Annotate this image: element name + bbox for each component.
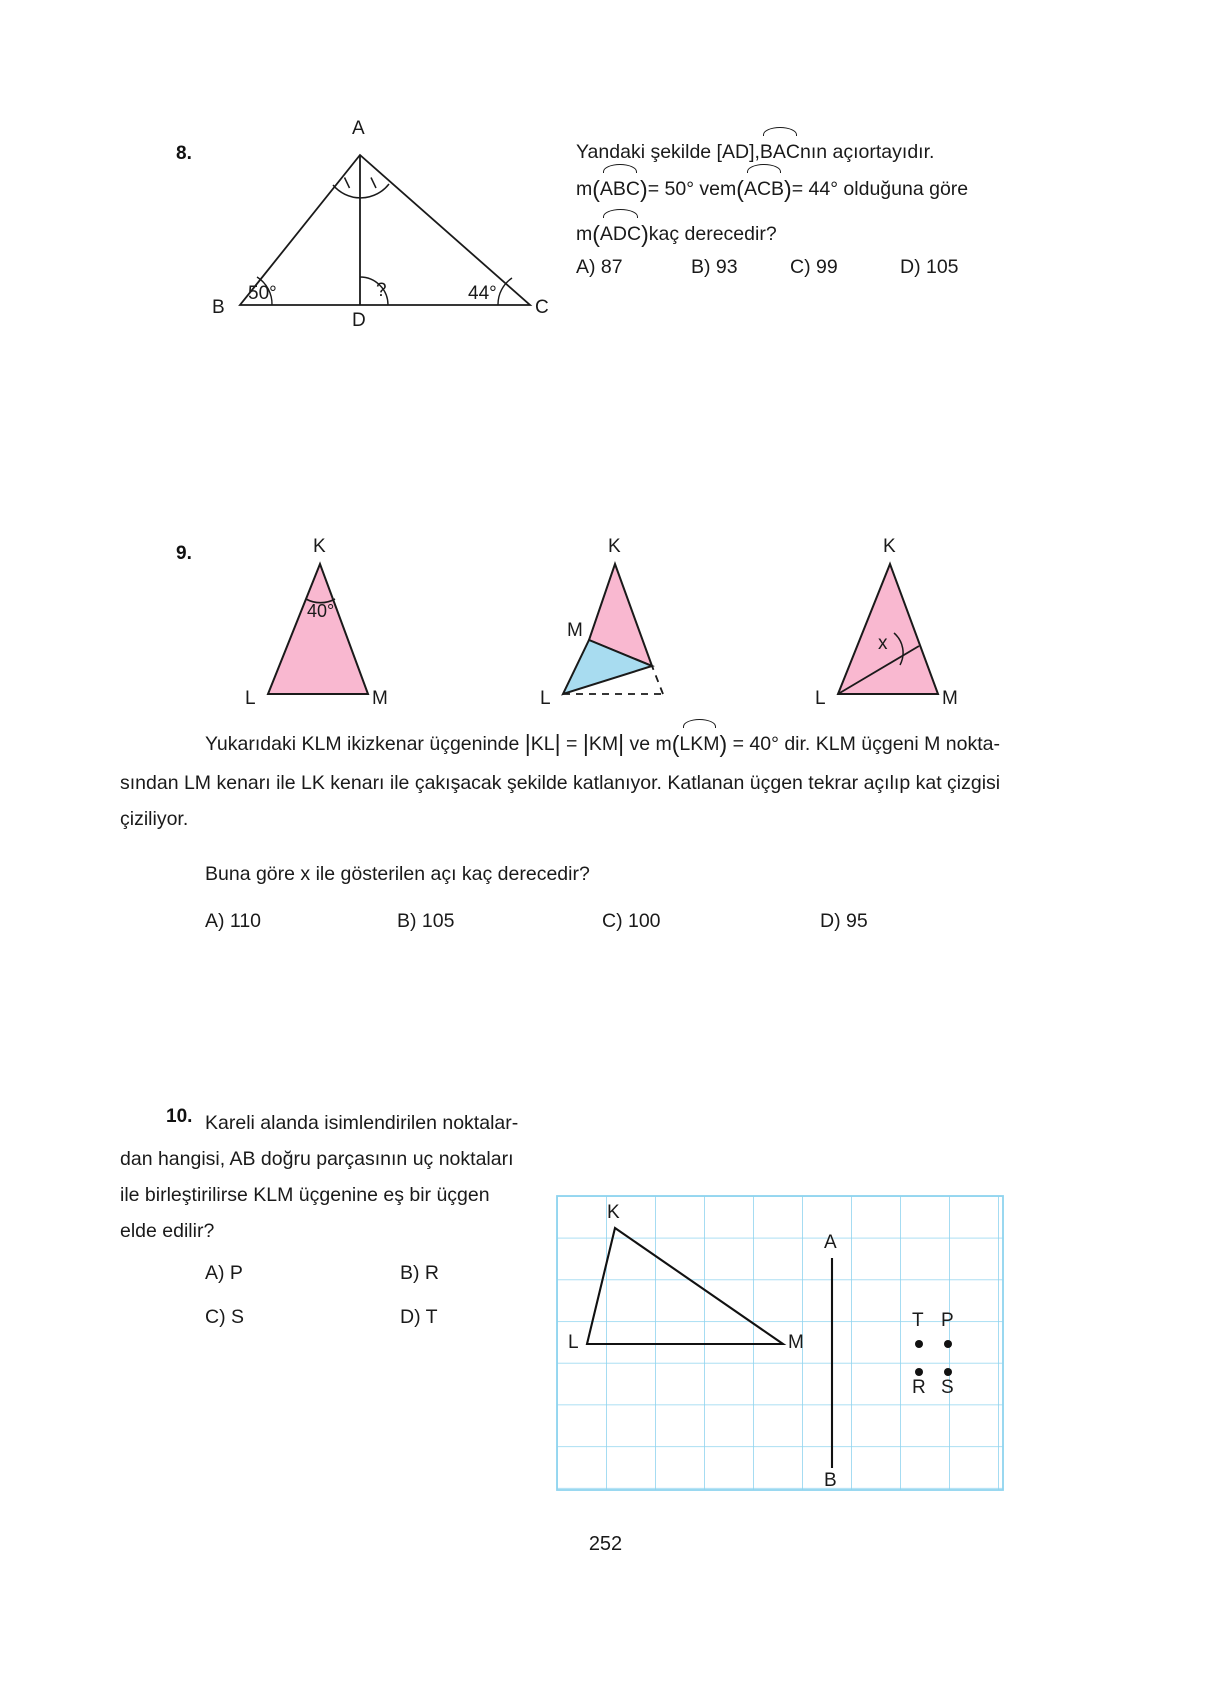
question-10-text-line-1: Kareli alanda isimlendirilen noktalar-	[205, 1112, 519, 1134]
q8-question-tail: kaç derecedir?	[648, 223, 777, 245]
label-A: A	[352, 118, 365, 139]
q9-option-d[interactable]: D) 95	[820, 910, 868, 932]
q8-option-a[interactable]: A) 87	[576, 256, 623, 278]
grid-label-A: A	[824, 1232, 837, 1253]
fig3-label-K: K	[883, 536, 896, 557]
q8-text-pre: Yandaki şekilde [AD],	[576, 141, 760, 163]
question-10-grid-figure	[557, 1196, 1003, 1490]
q9-option-a[interactable]: A) 110	[205, 910, 262, 932]
label-B: B	[212, 297, 225, 318]
question-9-number: 9.	[176, 543, 192, 564]
fig3-label-M: M	[942, 688, 958, 709]
fig2-label-L: L	[540, 688, 551, 709]
fig3-label-L: L	[815, 688, 826, 709]
question-8-line-1	[576, 141, 934, 164]
page-number: 252	[588, 1533, 623, 1555]
q9-para-ve: ve m	[629, 733, 672, 755]
m-func-1: m	[576, 178, 593, 200]
q8-option-b[interactable]: B) 93	[691, 256, 738, 278]
q10-option-c[interactable]: C) S	[205, 1306, 244, 1328]
angle-D-unknown-label: ?	[376, 280, 387, 301]
label-D: D	[352, 310, 366, 331]
fig2-label-K: K	[608, 536, 621, 557]
question-8-line-3: m ( ADC ) kaç derecedir?	[576, 223, 777, 246]
grid-label-L: L	[568, 1332, 579, 1353]
label-C: C	[535, 297, 549, 318]
angle-B-label: 50°	[248, 283, 277, 304]
angle-BAC: BAC	[760, 141, 800, 164]
fig3-angle-x: x	[878, 633, 888, 654]
question-9-figure-2	[540, 536, 685, 709]
grid-label-P: P	[941, 1310, 954, 1331]
question-9-figure-3	[815, 536, 960, 709]
grid-label-M: M	[788, 1332, 804, 1353]
q8-eq-1: = 50° ve	[647, 178, 721, 200]
question-10-number: 10.	[166, 1106, 193, 1127]
fig2-label-M: M	[567, 620, 583, 641]
q9-para-a: Yukarıdaki KLM ikizkenar üçgeninde	[205, 733, 520, 755]
grid-label-S: S	[941, 1377, 954, 1398]
fig1-label-L: L	[245, 688, 256, 709]
angle-ACB: ACB	[744, 178, 784, 201]
m-func-3: m	[576, 223, 593, 245]
m-func-2: m	[720, 178, 737, 200]
q10-option-a[interactable]: A) P	[205, 1262, 243, 1284]
q9-eq-sign: =	[566, 733, 578, 755]
q9-para-tail: = 40° dir. KLM üçgeni M nokta-	[732, 733, 1001, 755]
angle-LKM: LKM	[679, 733, 719, 756]
question-9-paragraph-line-1: Yukarıdaki KLM ikizkenar üçgeninde | KL | = | KM | ve m ( LKM ) = 40° dir. KLM üçgeni M nokta-	[205, 729, 1000, 756]
question-8-figure	[200, 118, 560, 340]
fig1-label-M: M	[372, 688, 388, 709]
question-9-paragraph-line-2: sından LM kenarı ile LK kenarı ile çakışacak şekilde katlanıyor. Katlanan üçgen tekrar açılıp kat çizgisi	[120, 772, 1001, 794]
grid-label-R: R	[912, 1377, 926, 1398]
q8-eq-2: = 44° olduğuna göre	[791, 178, 969, 200]
q8-option-d[interactable]: D) 105	[900, 256, 959, 278]
question-9-paragraph-line-3: çiziliyor.	[120, 808, 189, 830]
question-9-question: Buna göre x ile gösterilen açı kaç derecedir?	[205, 863, 590, 885]
angle-C-label: 44°	[468, 283, 497, 304]
question-10-text-line-4: elde edilir?	[120, 1220, 215, 1242]
q9-option-c[interactable]: C) 100	[602, 910, 661, 932]
q8-option-c[interactable]: C) 99	[790, 256, 838, 278]
question-9-figure-1	[245, 536, 390, 709]
question-8-number: 8.	[176, 143, 192, 164]
segment-KM: KM	[588, 733, 619, 755]
q10-option-b[interactable]: B) R	[400, 1262, 439, 1284]
q10-option-d[interactable]: D) T	[400, 1306, 438, 1328]
grid-label-K: K	[607, 1202, 620, 1223]
grid-label-B: B	[824, 1470, 837, 1491]
question-10-text-line-3: ile birleştirilirse KLM üçgenine eş bir üçgen	[120, 1184, 490, 1206]
grid-label-T: T	[912, 1310, 924, 1331]
angle-ABC: ABC	[600, 178, 640, 201]
segment-KL: KL	[530, 733, 555, 755]
angle-ADC: ADC	[600, 223, 641, 246]
question-10-text-line-2: dan hangisi, AB doğru parçasının uç noktaları	[120, 1148, 514, 1170]
fig1-label-K: K	[313, 536, 326, 557]
question-8-line-2: m ( ABC ) = 50° ve m ( ACB ) = 44° olduğuna göre	[576, 178, 968, 201]
q8-text-post: nın açıortayıdır.	[800, 141, 935, 163]
q9-option-b[interactable]: B) 105	[397, 910, 455, 932]
fig1-angle-40: 40°	[307, 601, 335, 621]
